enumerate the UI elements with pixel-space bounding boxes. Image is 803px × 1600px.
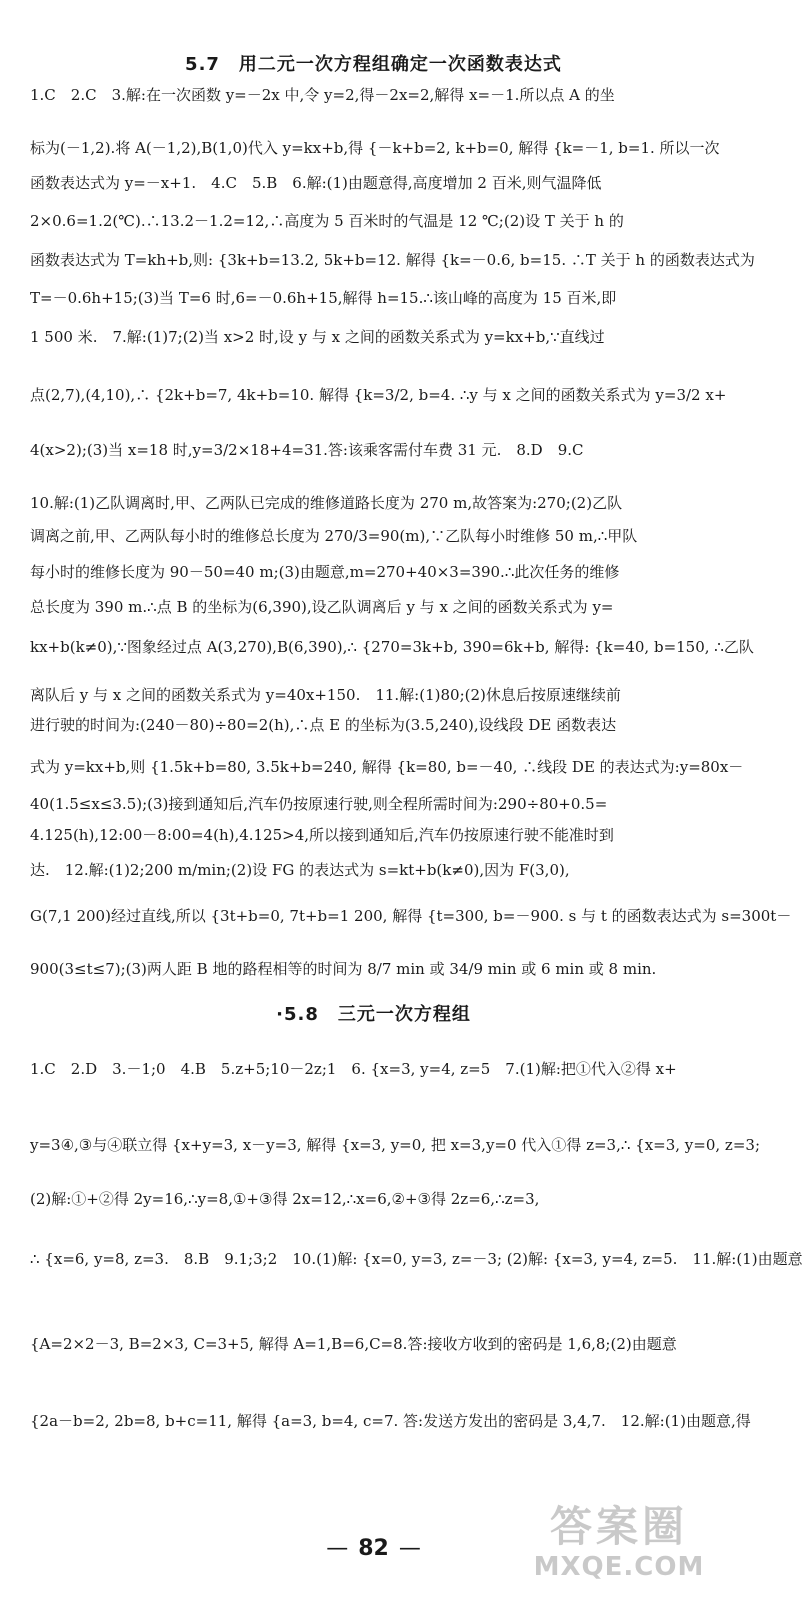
watermark-url: MXQE.COM <box>533 1552 705 1582</box>
section-5-7-line-7: 1 500 米. 7.解:(1)7;(2)当 x>2 时,设 y 与 x 之间的函数关系式为 y=kx+b,∵直线过 <box>30 328 605 346</box>
section-5-7-line-12: 每小时的维修长度为 90－50=40 m;(3)由题意,m=270+40×3=390.∴此次任务的维修 <box>30 563 620 581</box>
section-5-8-line-2: y=3④,③与④联立得 {x+y=3, x－y=3, 解得 {x=3, y=0, 把 x=3,y=0 代入①得 z=3,∴ {x=3, y=0, z=3; <box>30 1136 760 1154</box>
section-5-7-line-14: kx+b(k≠0),∵图象经过点 A(3,270),B(6,390),∴ {270=3k+b, 390=6k+b, 解得: {k=40, b=150, ∴乙队 <box>30 638 754 656</box>
page-number-value: 82 <box>358 1536 389 1561</box>
section-5-8-line-6: {2a－b=2, 2b=8, b+c=11, 解得 {a=3, b=4, c=7. 答:发送方发出的密码是 3,4,7. 12.解:(1)由题意,得 <box>30 1412 751 1430</box>
section-5-7-line-13: 总长度为 390 m.∴点 B 的坐标为(6,390),设乙队调离后 y 与 x 之间的函数关系式为 y= <box>30 598 614 616</box>
section-5-8-line-3: (2)解:①+②得 2y=16,∴y=8,①+③得 2x=12,∴x=6,②+③得 2z=6,∴z=3, <box>30 1190 540 1208</box>
section-5-7-line-15: 离队后 y 与 x 之间的函数关系式为 y=40x+150. 11.解:(1)80;(2)休息后按原速继续前 <box>30 686 621 704</box>
section-5-7-line-8: 点(2,7),(4,10),∴ {2k+b=7, 4k+b=10. 解得 {k=3/2, b=4. ∴y 与 x 之间的函数关系式为 y=3/2 x+ <box>30 386 727 404</box>
section-5-8-line-5: {A=2×2－3, B=2×3, C=3+5, 解得 A=1,B=6,C=8.答:接收方收到的密码是 1,6,8;(2)由题意 <box>30 1335 677 1353</box>
section-5-7-line-22: 900(3≤t≤7);(3)两人距 B 地的路程相等的时间为 8/7 min 或 34/9 min 或 6 min 或 8 min. <box>30 960 657 978</box>
section-5-8-line-1: 1.C 2.D 3.－1;0 4.B 5.z+5;10－2z;1 6. {x=3, y=4, z=5 7.(1)解:把①代入②得 x+ <box>30 1060 677 1078</box>
page-number: — 82 — <box>326 1536 421 1561</box>
section-5-7-line-4: 2×0.6=1.2(℃).∴13.2－1.2=12,∴高度为 5 百米时的气温是 12 ℃;(2)设 T 关于 h 的 <box>30 212 624 230</box>
section-5-7-line-2: 标为(－1,2).将 A(－1,2),B(1,0)代入 y=kx+b,得 {－k+b=2, k+b=0, 解得 {k=－1, b=1. 所以一次 <box>30 139 720 157</box>
section-5-7-title: 5.7 用二元一次方程组确定一次函数表达式 <box>185 54 562 75</box>
section-5-7-line-19: 4.125(h),12:00－8:00=4(h),4.125>4,所以接到通知后,汽车仍按原速行驶不能准时到 <box>30 826 614 844</box>
section-5-7-line-16: 进行驶的时间为:(240－80)÷80=2(h),∴点 E 的坐标为(3.5,240),设线段 DE 函数表达 <box>30 716 617 734</box>
section-5-8-line-4: ∴ {x=6, y=8, z=3. 8.B 9.1;3;2 10.(1)解: {x=0, y=3, z=－3; (2)解: {x=3, y=4, z=5. 11.解:(1)由题意 <box>30 1250 803 1268</box>
watermark-logo-text: 答案圈 <box>549 1502 688 1551</box>
section-5-7-line-6: T=－0.6h+15;(3)当 T=6 时,6=－0.6h+15,解得 h=15.∴该山峰的高度为 15 百米,即 <box>30 289 617 307</box>
section-5-7-line-10: 10.解:(1)乙队调离时,甲、乙两队已完成的维修道路长度为 270 m,故答案为:270;(2)乙队 <box>30 494 623 512</box>
section-5-7-line-17: 式为 y=kx+b,则 {1.5k+b=80, 3.5k+b=240, 解得 {k=80, b=－40, ∴线段 DE 的表达式为:y=80x－ <box>30 758 744 776</box>
section-5-7-line-18: 40(1.5≤x≤3.5);(3)接到通知后,汽车仍按原速行驶,则全程所需时间为:290÷80+0.5= <box>30 795 608 813</box>
section-5-7-line-20: 达. 12.解:(1)2;200 m/min;(2)设 FG 的表达式为 s=kt+b(k≠0),因为 F(3,0), <box>30 861 570 879</box>
section-5-7-line-9: 4(x>2);(3)当 x=18 时,y=3/2×18+4=31.答:该乘客需付车费 31 元. 8.D 9.C <box>30 441 584 459</box>
section-5-7-line-1: 1.C 2.C 3.解:在一次函数 y=－2x 中,令 y=2,得－2x=2,解得 x=－1.所以点 A 的坐 <box>30 86 615 104</box>
watermark-logo <box>509 1502 729 1592</box>
section-5-7-line-21: G(7,1 200)经过直线,所以 {3t+b=0, 7t+b=1 200, 解得 {t=300, b=－900. s 与 t 的函数表达式为 s=300t－ <box>30 907 792 925</box>
section-5-7-line-11: 调离之前,甲、乙两队每小时的维修总长度为 270/3=90(m),∵乙队每小时维修 50 m,∴甲队 <box>30 527 638 545</box>
section-5-7-line-5: 函数表达式为 T=kh+b,则: {3k+b=13.2, 5k+b=12. 解得 {k=－0.6, b=15. ∴T 关于 h 的函数表达式为 <box>30 251 755 269</box>
section-5-7-line-3: 函数表达式为 y=－x+1. 4.C 5.B 6.解:(1)由题意得,高度增加 2 百米,则气温降低 <box>30 174 602 192</box>
section-5-8-title: ·5.8 三元一次方程组 <box>276 1004 471 1025</box>
